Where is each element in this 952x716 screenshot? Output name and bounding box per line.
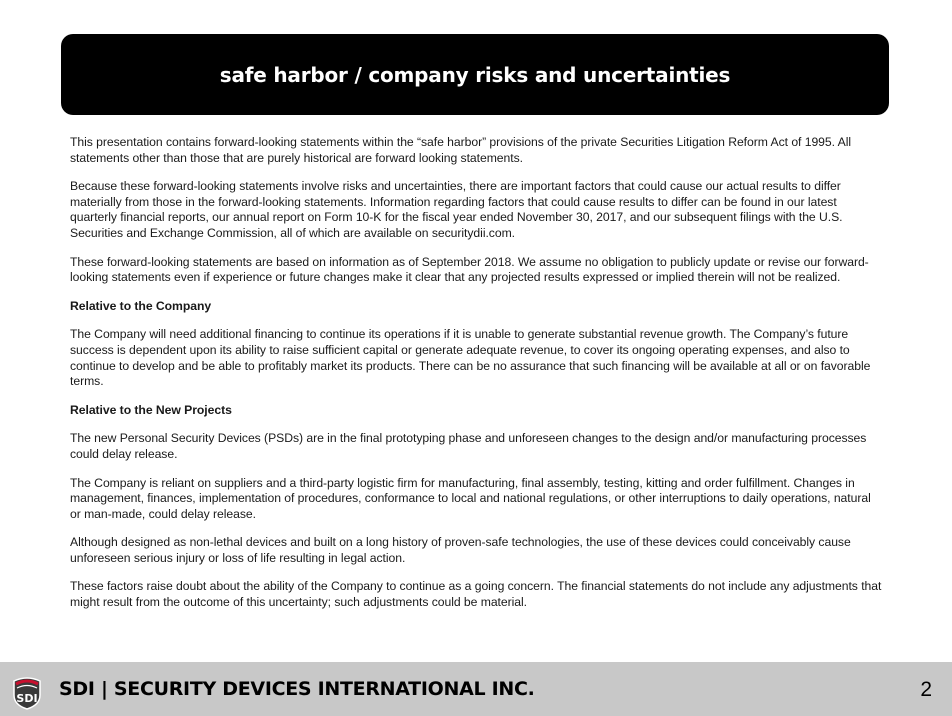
footer-bar <box>0 662 952 716</box>
paragraph-psd-prototyping: The new Personal Security Devices (PSDs) are in the final prototyping phase and unforeseen changes to the design and/or manufacturing processes could delay release. <box>70 431 867 461</box>
heading-company: Relative to the Company <box>70 298 212 313</box>
paragraph-suppliers: The Company is reliant on suppliers and a third-party logistic firm for manufacturing, final assembly, testing, kitting and order fulfillment. Changes in management, finances, implementation of procedures, conformance to local and national regulations, or other interruptions to daily operations, natural or man-made, could delay release. <box>70 475 871 521</box>
paragraph-non-lethal: Although designed as non-lethal devices and built on a long history of proven-safe technologies, the use of these devices could conceivably cause unforeseen serious injury or loss of life resulting in legal action. <box>70 535 851 565</box>
title-banner <box>61 34 889 115</box>
paragraph-going-concern: These factors raise doubt about the ability of the Company to continue as a going concern. The financial statements do not include any adjustments that might result from the outcome of this uncertainty; such adjustments could be material. <box>70 579 882 610</box>
page-number: 2 <box>920 678 932 701</box>
paragraph-as-of-date: These forward-looking statements are based on information as of September 2018. We assume no obligation to publicly update or revise our forward-looking statements even if experience or future changes make it clear that any projected results expressed or implied therein will not be realized. <box>70 254 869 285</box>
slide-title: safe harbor / company risks and uncertainties <box>219 62 731 87</box>
company-name: SDI | SECURITY DEVICES INTERNATIONAL INC. <box>59 678 535 700</box>
slide-body <box>70 135 882 624</box>
heading-new-projects: Relative to the New Projects <box>70 402 232 417</box>
paragraph-safe-harbor: This presentation contains forward-looking statements within the “safe harbor” provisions of the private Securities Litigation Reform Act of 1995. All statements other than those that are purely historical are forward looking statements. <box>70 135 852 165</box>
sdi-logo-icon <box>8 673 46 711</box>
logo-text: SDI <box>16 692 38 705</box>
paragraph-financing: The Company will need additional financing to continue its operations if it is unable to generate substantial revenue growth. The Company’s future success is dependent upon its ability to raise sufficient capital or generate adequate revenue, to cover its ongoing operating expenses, and also to continue to develop and be able to profitably market its products. There can be no assurance that such financing will be available at all or on favorable terms. <box>70 327 871 389</box>
paragraph-risk-factors: Because these forward-looking statements involve risks and uncertainties, there are important factors that could cause our actual results to differ materially from those in the forward-looking statements. Information regarding factors that could cause results to differ can be found in our latest quarterly financial reports, our annual report on Form 10-K for the fiscal year ended November 30, 2017, and our subsequent filings with the U.S. Securities and Exchange Commission, all of which are available on securitydii.com. <box>70 179 843 240</box>
